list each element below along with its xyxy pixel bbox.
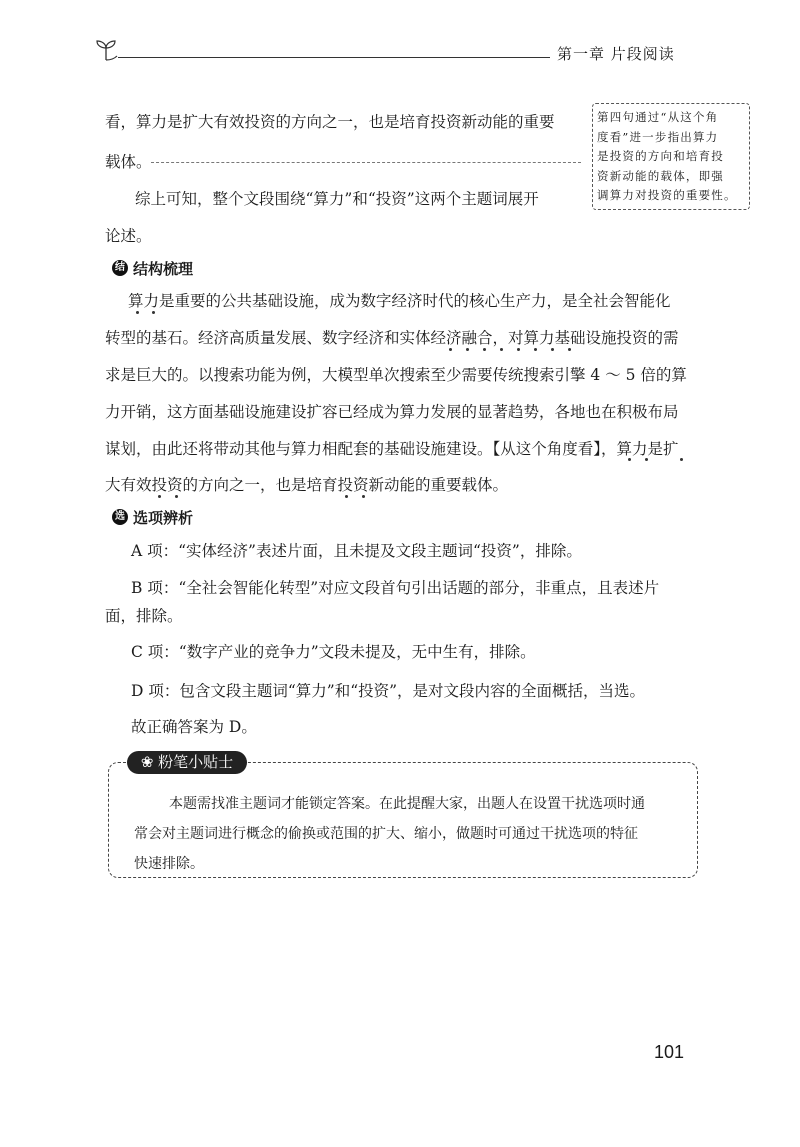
emphasis-dot [645,458,648,461]
emphasis-dot [158,495,161,498]
emphasis-dot [551,348,554,351]
emphasis-dot [628,458,631,461]
sprout-icon [93,36,119,62]
note-connector [151,152,581,163]
emphasis-dot [680,458,683,461]
emphasis-dot [483,348,486,351]
emphasis-dot [175,495,178,498]
emphasis-dot [345,495,348,498]
tip-line-2: 常会对主题词进行概念的偷换或范围的扩大、缩小，做题时可通过干扰选项的特征 [134,826,638,842]
structure-line-4: 力开销，这方面基础设施建设扩容已经成为算力发展的显著趋势，各地也在积极布局 [105,403,679,421]
emphasis-dot [500,348,503,351]
structure-line-6: 大有效投资的方向之一，也是培育投资新动能的重要载体。 [105,476,509,494]
structure-section-title: 结构梳理 [133,260,194,278]
chapter-title: 第一章 片段阅读 [557,45,675,63]
emphasis-dot [466,348,469,351]
structure-section-icon: 结 [112,260,128,276]
note-line: 度看”进一步指出算力 [597,129,719,144]
option-d: D 项：包含文段主题词“算力”和“投资”，是对文段内容的全面概括，当选。 [131,682,646,700]
options-section-title: 选项辨析 [133,509,194,527]
header-rule [118,57,550,58]
tip-label-text: 粉笔小贴士 [158,753,234,771]
intro-line-3: 综上可知，整个文段围绕“算力”和“投资”这两个主题词展开 [135,190,539,208]
tip-label [127,751,247,774]
tip-line-1: 本题需找准主题词才能锁定答案。在此提醒大家，出题人在设置干扰选项时通 [169,796,645,812]
emphasis-dot [534,348,537,351]
emphasis-dot [152,311,155,314]
intro-line-2: 载体。 [105,153,152,171]
emphasis-dot [136,311,139,314]
page-number: 101 [654,1042,685,1062]
tip-line-3: 快速排除。 [134,856,204,872]
intro-line-1: 看，算力是扩大有效投资的方向之一，也是培育投资新动能的重要 [105,113,555,131]
emphasis-dot [362,495,365,498]
structure-line-2: 转型的基石。经济高质量发展、数字经济和实体经济融合，对算力基础设施投资的需 [105,329,679,347]
note-line: 资新动能的载体，即强 [597,168,724,183]
options-section-icon: 选 [112,509,128,525]
option-c: C 项：“数字产业的竞争力”文段未提及，无中生有，排除。 [131,643,536,661]
option-a: A 项：“实体经济”表述片面，且未提及文段主题词“投资”，排除。 [131,542,582,560]
emphasis-dot [449,348,452,351]
emphasis-dot [568,348,571,351]
structure-line-3: 求是巨大的。以搜索功能为例，大模型单次搜索至少需要传统搜索引擎 4 ～ 5 倍的算 [105,366,687,384]
option-b: B 项：“全社会智能化转型”对应文段首句引出话题的部分，非重点，且表述片 [131,579,660,597]
note-line: 是投资的方向和培育投 [597,149,724,163]
structure-line-1: 算力是重要的公共基础设施，成为数字经济时代的核心生产力，是全社会智能化 [128,292,671,310]
answer-line: 故正确答案为 D。 [131,718,257,736]
emphasis-dot [517,348,520,351]
intro-line-4: 论述。 [105,227,152,245]
margin-note [592,103,750,210]
option-b-cont: 面，排除。 [105,607,183,625]
sprout-icon: ❀ [140,753,154,771]
note-line: 调算力对投资的重要性。 [597,188,737,202]
note-line: 第四句通过“从这个角 [597,110,719,124]
structure-line-5: 谋划，由此还将带动其他与算力相配套的基础设施建设。【从这个角度看】，算力是扩 [105,440,679,458]
